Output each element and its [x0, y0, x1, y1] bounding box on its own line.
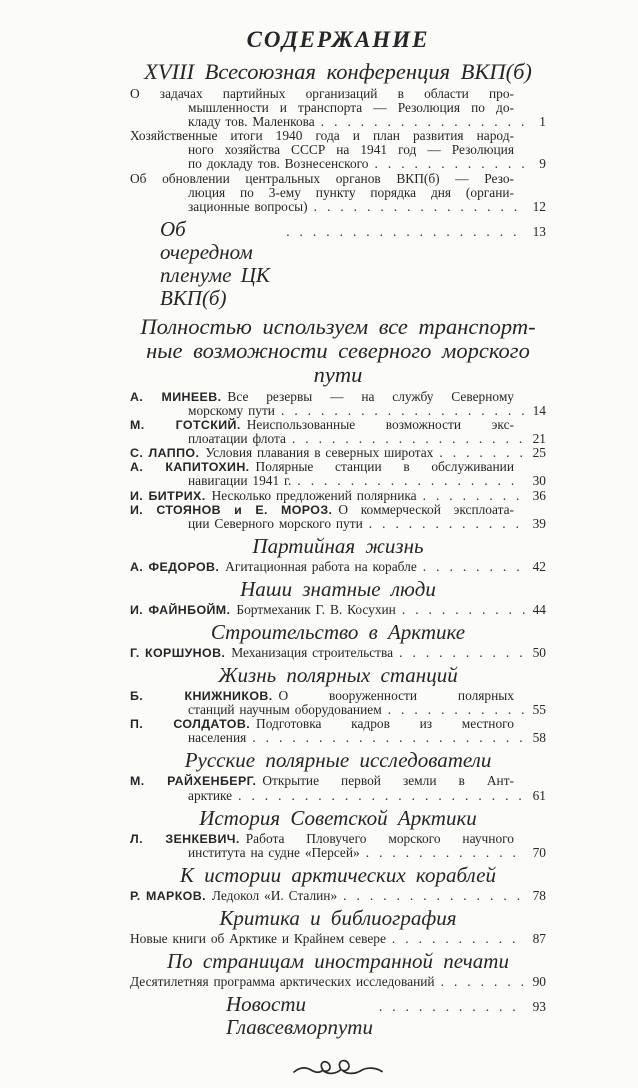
page-number: 12 — [532, 198, 546, 214]
page-number: 50 — [532, 644, 546, 660]
entry-text: Хозяйственные итоги 1940 года и план развития народ- — [130, 128, 514, 144]
dot-leader — [281, 404, 525, 418]
entry-line — [130, 517, 546, 531]
toc-entry — [130, 489, 546, 503]
entry-text: зационные вопросы) — [188, 198, 308, 214]
tailpiece-row — [130, 1057, 546, 1088]
section-heading-paged — [130, 993, 546, 1039]
dot-leader — [321, 115, 525, 129]
entry-text: института на судне «Персей» — [188, 844, 360, 860]
entry-line — [130, 703, 546, 717]
toc-entry — [130, 646, 546, 660]
page-number: 78 — [532, 887, 546, 903]
entry-line — [130, 646, 546, 660]
entry-line — [130, 446, 546, 460]
entry-author: Р. МАРКОВ. — [130, 888, 206, 903]
section-heading — [130, 807, 546, 830]
section-heading — [130, 749, 546, 772]
section-heading — [130, 535, 546, 558]
dot-leader — [423, 560, 525, 574]
page-number: 9 — [539, 156, 546, 172]
section-heading — [130, 60, 546, 84]
entry-author: Б. КНИЖНИКОВ. — [130, 689, 273, 704]
page-number: 58 — [532, 730, 546, 746]
dot-leader — [375, 157, 526, 171]
entry-text: О задачах партийных организаций в области про- — [130, 86, 514, 101]
page-number: 61 — [532, 787, 546, 803]
section-heading-line: Критика и библиография — [219, 905, 457, 930]
dot-leader — [392, 932, 525, 946]
entry-text: населения — [188, 730, 247, 746]
section-heading-text: Об очередном пленуме ЦК ВКП(б) — [160, 216, 270, 310]
page-number: 21 — [532, 431, 546, 447]
toc-entry — [130, 774, 546, 802]
section-heading-line: По страницам иностранной печати — [167, 949, 509, 973]
dot-leader — [343, 889, 525, 903]
toc-entry — [130, 503, 546, 531]
section-heading — [130, 578, 546, 601]
entry-text: Условия плавания в северных широтах — [205, 445, 434, 461]
toc-entry — [130, 460, 546, 488]
entry-line — [130, 846, 546, 860]
entry-author: И. БИТРИХ. — [130, 488, 206, 503]
entry-line — [130, 789, 546, 803]
toc-entry — [130, 717, 546, 745]
toc-entry — [130, 932, 546, 946]
entry-line — [130, 143, 546, 157]
entry-author: А. ФЕДОРОВ. — [130, 559, 220, 574]
section-heading-line: Строительство в Арктике — [210, 619, 466, 644]
dot-leader — [439, 446, 525, 460]
toc-entry — [130, 603, 546, 617]
entry-author: А. КАПИТОХИН. — [130, 460, 250, 475]
entry-text: О вооруженности полярных — [278, 688, 514, 704]
entry-author: Г. КОРШУНОВ. — [130, 645, 226, 660]
dot-leader — [369, 517, 525, 531]
entry-text: люция по 3-ему пункту порядка дня (органи- — [188, 184, 514, 200]
entry-line — [130, 489, 546, 503]
entry-line — [130, 731, 546, 745]
toc-entry — [130, 87, 546, 129]
entry-text: Механизация строительства — [231, 644, 394, 660]
toc-entry — [130, 172, 546, 214]
toc-list — [130, 60, 546, 1039]
entry-author: М. ГОТСКИЙ. — [130, 418, 241, 433]
section-heading-line: Партийная жизнь — [252, 533, 424, 558]
page-number: 1 — [539, 114, 546, 130]
entry-text: мышленности и транспорта — Резолюция по до- — [188, 100, 514, 116]
section-heading-line: История Советской Арктики — [199, 805, 477, 830]
dot-leader — [252, 731, 525, 745]
entry-line — [130, 172, 546, 186]
page-number: 25 — [532, 445, 546, 461]
entry-line — [130, 460, 546, 474]
section-heading-text: Новости Главсевморпути — [226, 992, 373, 1040]
entry-text: Бортмеханик Г. В. Косухин — [236, 601, 396, 617]
dot-leader — [388, 703, 525, 717]
dot-leader — [423, 489, 525, 503]
entry-line — [130, 774, 546, 788]
entry-text: Об обновлении центральных органов ВКП(б) — Резо- — [130, 170, 514, 186]
dot-leader — [292, 432, 525, 446]
entry-line — [130, 474, 546, 488]
section-heading — [130, 864, 546, 887]
entry-text: кладу тов. Маленкова — [188, 114, 315, 130]
entry-line — [130, 689, 546, 703]
entry-text: Десятилетняя программа арктических исследований — [130, 974, 435, 989]
dot-leader — [441, 975, 525, 989]
entry-line — [130, 157, 546, 171]
toc-entry — [130, 390, 546, 418]
toc-entry — [130, 560, 546, 574]
section-heading — [130, 621, 546, 644]
section-heading-line: К истории арктических кораблей — [180, 862, 496, 887]
page-number: 44 — [532, 601, 546, 617]
section-heading — [130, 664, 546, 687]
entry-line — [130, 503, 546, 517]
toc-entry — [130, 446, 546, 460]
entry-text: Подготовка кадров из местного — [256, 716, 514, 732]
entry-text: ного хозяйства СССР на 1941 год — Резолюция — [188, 142, 514, 158]
section-heading-line: Жизнь полярных станций — [218, 663, 458, 688]
page-number: 30 — [532, 473, 546, 489]
table-of-contents — [130, 12, 546, 1088]
entry-text: Новые книги об Арктике и Крайнем севере — [130, 930, 386, 946]
entry-text: навигации 1941 г. — [188, 473, 292, 489]
entry-line — [130, 975, 546, 989]
section-heading-line: ные возможности северного морского — [146, 337, 530, 363]
entry-text: плоатации флота — [188, 431, 286, 447]
section-heading-paged — [130, 218, 546, 310]
dot-leader — [297, 474, 525, 488]
entry-line — [130, 186, 546, 200]
page-number: 55 — [532, 702, 546, 718]
page-number: 39 — [532, 515, 546, 531]
entry-line — [130, 432, 546, 446]
page-number: 13 — [532, 223, 546, 239]
entry-author: М. РАЙХЕНБЕРГ. — [130, 774, 257, 789]
section-heading — [130, 950, 546, 973]
page-number: 42 — [532, 558, 546, 574]
entry-text: по докладу тов. Вознесенского — [188, 156, 369, 172]
entry-text: Все резервы — на службу Северному — [227, 388, 515, 404]
entry-text: морскому пути — [188, 402, 275, 418]
entry-line — [130, 932, 546, 946]
entry-line — [130, 101, 546, 115]
toc-entry — [130, 975, 546, 989]
entry-line — [130, 832, 546, 846]
entry-text: Работа Пловучего морского научного — [245, 830, 514, 846]
toc-entry — [130, 129, 546, 171]
section-heading-line: Наши знатные люди — [240, 576, 436, 601]
entry-line — [130, 115, 546, 129]
entry-text: Открытие первой земли в Ант- — [262, 773, 515, 789]
entry-text: Несколько предложений полярника — [211, 487, 417, 503]
page-number: 36 — [532, 487, 546, 503]
section-heading-line: XVIII Всесоюзная конференция ВКП(б) — [144, 59, 532, 84]
entry-text: О коммерческой эксплоата- — [338, 501, 514, 517]
entry-line — [130, 889, 546, 903]
entry-line — [130, 603, 546, 617]
entry-line — [130, 390, 546, 404]
entry-text: арктике — [188, 787, 233, 803]
entry-line — [130, 717, 546, 731]
page-number: 14 — [532, 402, 546, 418]
entry-line — [130, 404, 546, 418]
dot-leader — [402, 603, 525, 617]
toc-entry — [130, 418, 546, 446]
entry-text: Полярные станции в обслуживании — [255, 459, 514, 475]
tailpiece-ornament — [292, 1057, 384, 1083]
entry-text: станций научным оборудованием — [188, 702, 382, 718]
section-heading — [130, 315, 546, 387]
entry-line — [130, 87, 546, 101]
dot-leader — [286, 218, 525, 243]
entry-text: Ледокол «И. Сталин» — [211, 887, 338, 903]
page-number: 70 — [532, 844, 546, 860]
toc-entry — [130, 889, 546, 903]
toc-entry — [130, 832, 546, 860]
entry-author: А. МИНЕЕВ. — [130, 389, 222, 404]
entry-line — [130, 200, 546, 214]
page-number: 87 — [532, 930, 546, 946]
entry-text: ции Северного морского пути — [188, 515, 363, 531]
entry-author: И. ФАЙНБОЙМ. — [130, 602, 231, 617]
section-heading — [130, 907, 546, 930]
entry-line — [130, 560, 546, 574]
section-heading-line: Полностью используем все транспорт- — [140, 313, 536, 339]
dot-leader — [238, 789, 525, 803]
entry-line — [130, 129, 546, 143]
dot-leader — [379, 993, 525, 1018]
doc-title: СОДЕРЖАНИЕ — [246, 27, 430, 52]
entry-author: Л. ЗЕНКЕВИЧ. — [130, 831, 240, 846]
entry-author: И. СТОЯНОВ и Е. МОРОЗ. — [130, 502, 333, 517]
entry-text: Агитационная работа на корабле — [225, 558, 417, 574]
section-heading-line: Русские полярные исследователи — [184, 748, 492, 773]
entry-text: Неиспользованные возможности экс- — [246, 417, 514, 433]
page-number: 93 — [532, 999, 546, 1015]
entry-author: П. СОЛДАТОВ. — [130, 717, 251, 732]
dot-leader — [314, 200, 525, 214]
dot-leader — [399, 646, 525, 660]
entry-line — [130, 418, 546, 432]
section-heading-line: пути — [313, 361, 363, 387]
toc-entry — [130, 689, 546, 717]
entry-author: С. ЛАППО. — [130, 446, 200, 461]
page-number: 90 — [532, 974, 546, 989]
dot-leader — [366, 846, 525, 860]
